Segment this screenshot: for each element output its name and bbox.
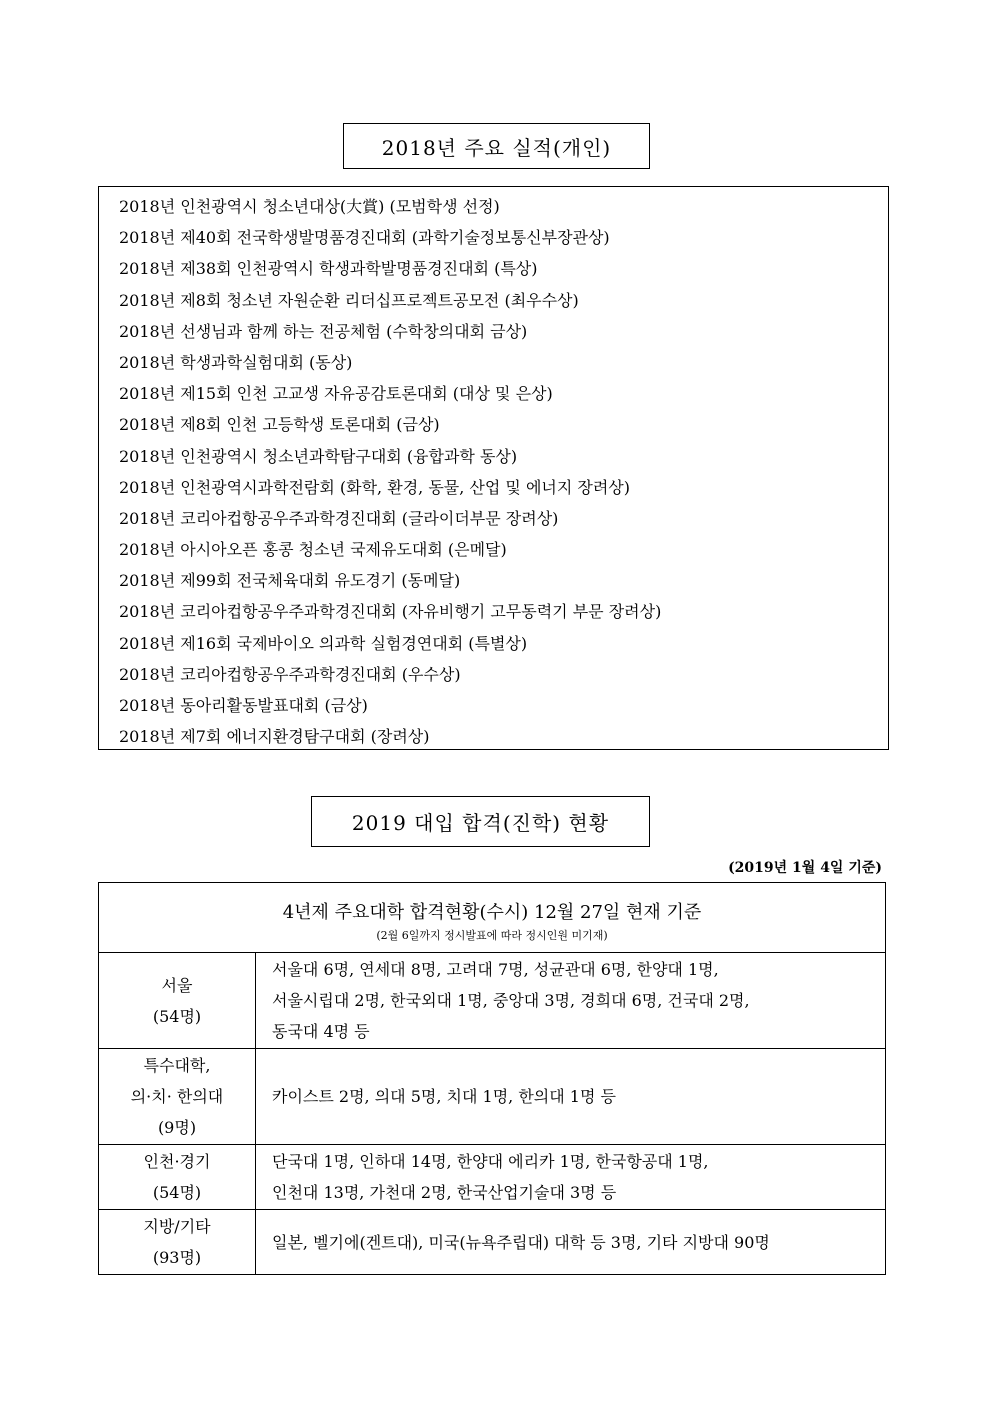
table-header-row — [99, 883, 886, 953]
detail-line: 인천대 13명, 가천대 2명, 한국산업기술대 3명 등 — [272, 1183, 617, 1202]
award-item: 2018년 제8회 청소년 자원순환 리더십프로젝트공모전 (최우수상) — [119, 290, 579, 310]
detail-cell — [256, 1145, 886, 1210]
region-cell — [99, 1049, 256, 1145]
award-item: 2018년 선생님과 함께 하는 전공체험 (수학창의대회 금상) — [119, 321, 528, 341]
award-item: 2018년 제99회 전국체육대회 유도경기 (동메달) — [119, 571, 461, 591]
detail-line: 서울대 6명, 연세대 8명, 고려대 7명, 성균관대 6명, 한양대 1명, — [272, 960, 719, 979]
award-item: 2018년 제8회 인천 고등학생 토론대회 (금상) — [119, 415, 440, 435]
award-item: 2018년 인천광역시 청소년대상(大賞) (모범학생 선정) — [119, 197, 500, 216]
table-row — [99, 1049, 886, 1145]
award-item: 2018년 제38회 인천광역시 학생과학발명품경진대회 (특상) — [119, 259, 538, 279]
region-count: (9명) — [157, 1118, 197, 1137]
region-label: 특수대학, — [143, 1056, 211, 1075]
award-item: 2018년 제7회 에너지환경탐구대회 (장려상) — [119, 727, 430, 747]
region-label: 지방/기타 — [143, 1217, 211, 1236]
section1-title: 2018년 주요 실적(개인) — [343, 123, 650, 169]
award-item: 2018년 아시아오픈 홍콩 청소년 국제유도대회 (은메달) — [119, 540, 507, 560]
awards-list — [98, 186, 889, 750]
section2-title: 2019 대입 합격(진학) 현황 — [311, 796, 650, 847]
region-label: 서울 — [161, 975, 193, 995]
table-row — [99, 1210, 886, 1275]
region-cell — [99, 953, 256, 1049]
detail-cell — [256, 1210, 886, 1275]
region-cell — [99, 1210, 256, 1275]
detail-cell — [256, 1049, 886, 1145]
detail-line: 동국대 4명 등 — [272, 1022, 370, 1041]
table-header-cell — [99, 883, 886, 953]
region-count: (93명) — [152, 1248, 202, 1267]
detail-line: 서울시립대 2명, 한국외대 1명, 중앙대 3명, 경희대 6명, 건국대 2명, — [272, 991, 750, 1010]
admissions-table — [98, 882, 886, 1275]
award-item: 2018년 동아리활동발표대회 (금상) — [119, 696, 368, 715]
award-item: 2018년 코리아컵항공우주과학경진대회 (자유비행기 고무동력기 부문 장려상) — [119, 602, 662, 622]
award-item: 2018년 제16회 국제바이오 의과학 실험경연대회 (특별상) — [119, 633, 528, 653]
table-row — [99, 953, 886, 1049]
award-item: 2018년 제15회 인천 고교생 자유공감토론대회 (대상 및 은상) — [119, 384, 553, 404]
award-item: 2018년 학생과학실험대회 (동상) — [119, 352, 353, 372]
region-cell — [99, 1145, 256, 1210]
table-row — [99, 1145, 886, 1210]
award-item: 2018년 코리아컵항공우주과학경진대회 (글라이더부문 장려상) — [119, 508, 559, 528]
detail-line: 단국대 1명, 인하대 14명, 한양대 에리카 1명, 한국항공대 1명, — [272, 1152, 709, 1171]
table-header-title: 4년제 주요대학 합격현황(수시) 12월 27일 현재 기준 — [282, 901, 702, 923]
award-item: 2018년 인천광역시과학전람회 (화학, 환경, 동물, 산업 및 에너지 장려상) — [119, 477, 631, 497]
region-label: 의·치· 한의대 — [130, 1087, 224, 1106]
detail-line: 카이스트 2명, 의대 5명, 치대 1명, 한의대 1명 등 — [272, 1087, 616, 1106]
award-item: 2018년 인천광역시 청소년과학탐구대회 (융합과학 동상) — [119, 446, 518, 466]
award-item: 2018년 코리아컵항공우주과학경진대회 (우수상) — [119, 664, 461, 684]
award-item: 2018년 제40회 전국학생발명품경진대회 (과학기술정보통신부장관상) — [119, 228, 610, 248]
region-count: (54명) — [152, 1183, 202, 1202]
detail-line: 일본, 벨기에(겐트대), 미국(뉴욕주립대) 대학 등 3명, 기타 지방대 90명 — [272, 1232, 770, 1252]
as-of-date: (2019년 1월 4일 기준) — [728, 860, 882, 876]
table-header-subtitle: (2월 6일까지 정시발표에 따라 정시인원 미기재) — [376, 928, 608, 942]
detail-cell — [256, 953, 886, 1049]
region-count: (54명) — [152, 1006, 202, 1026]
region-label: 인천·경기 — [143, 1152, 211, 1171]
